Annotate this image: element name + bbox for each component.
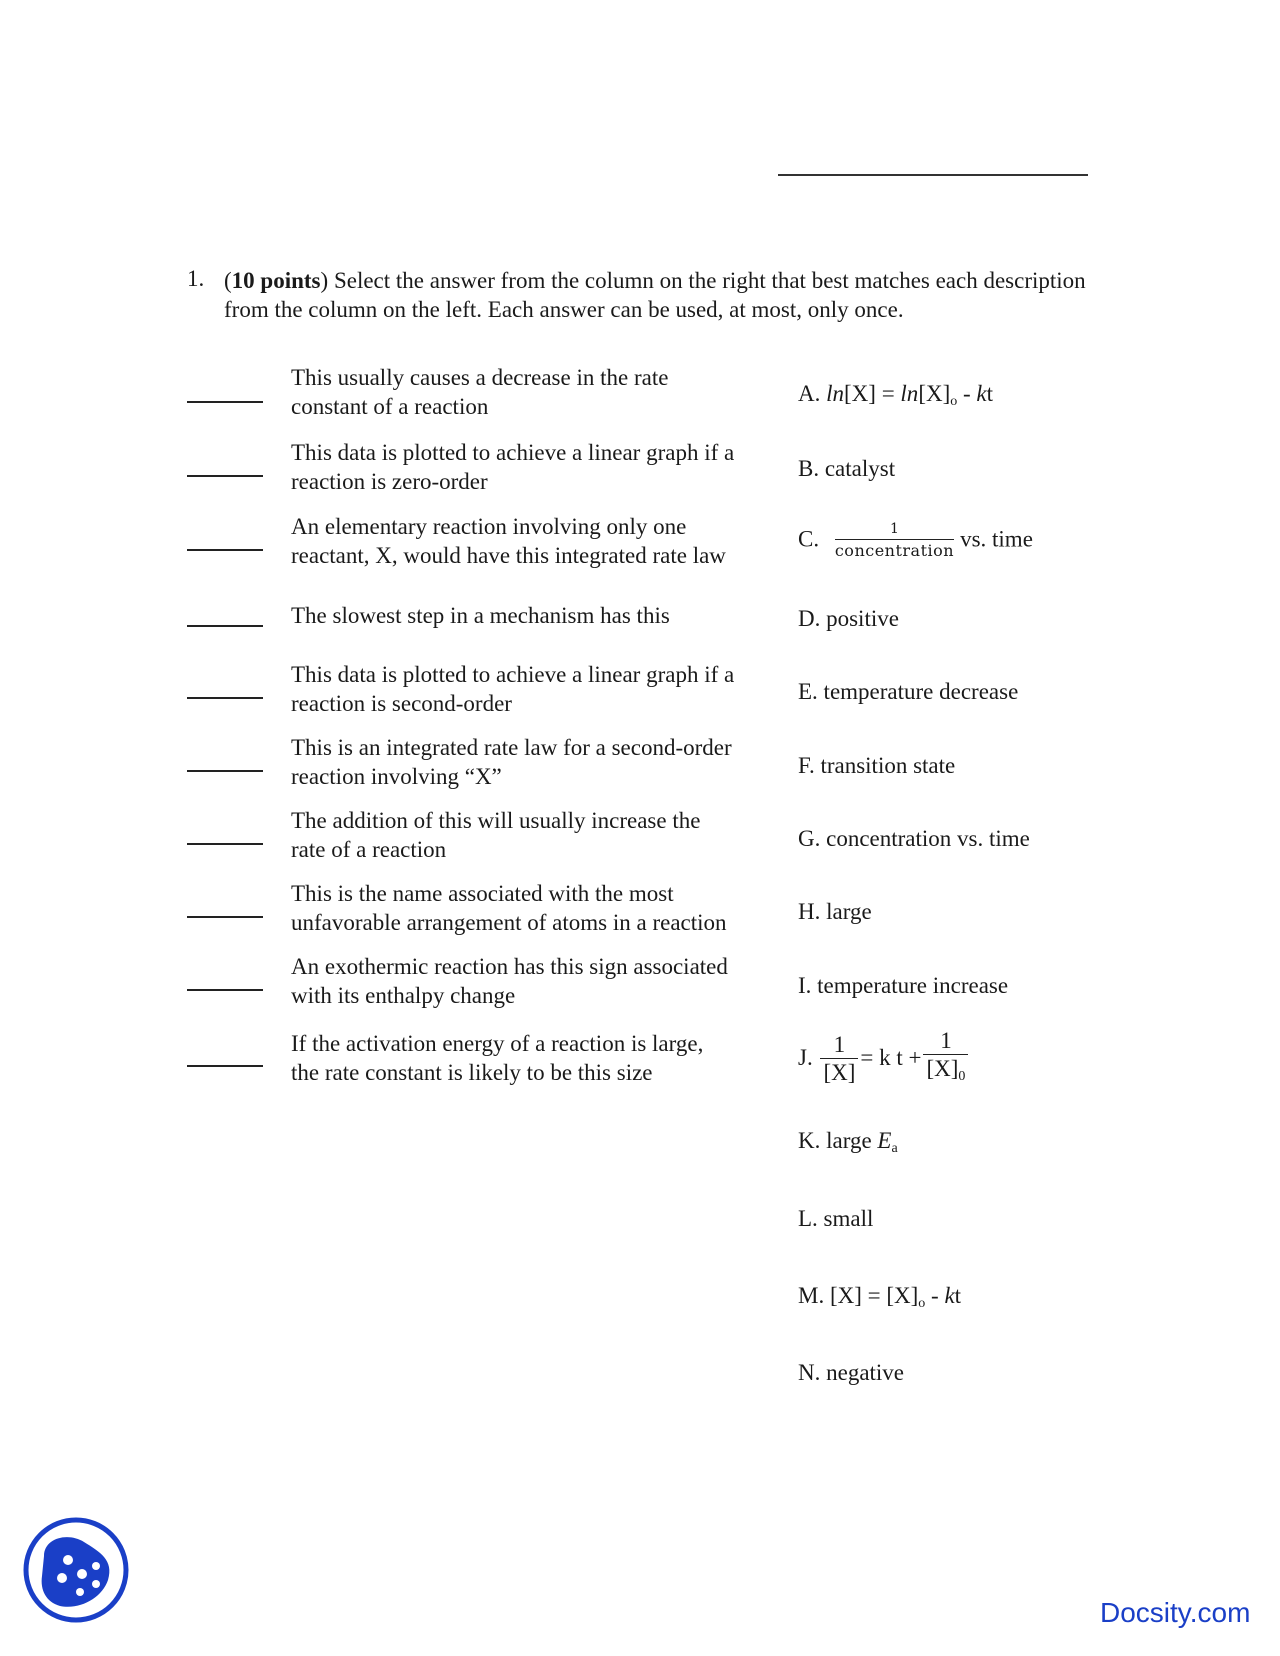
answer-blank-6[interactable] bbox=[187, 770, 263, 772]
question-points: 10 points bbox=[231, 268, 321, 293]
answer-j-num2: 1 bbox=[923, 1028, 968, 1055]
answer-g: G. concentration vs. time bbox=[798, 826, 1030, 851]
description-5-line1: This data is plotted to achieve a linear graph if a bbox=[291, 662, 735, 687]
question-number: 1. bbox=[187, 266, 205, 291]
answer-m bbox=[798, 1281, 961, 1318]
answer-j-mid: = k t + bbox=[860, 1044, 922, 1070]
answer-d: D. positive bbox=[798, 606, 899, 631]
description-6 bbox=[291, 733, 791, 791]
description-2 bbox=[291, 438, 791, 496]
answer-blank-2[interactable] bbox=[187, 475, 263, 477]
description-8 bbox=[291, 879, 791, 937]
description-6-line1: This is an integrated rate law for a second-order bbox=[291, 735, 732, 760]
docsity-brand-link[interactable]: Docsity.com bbox=[1100, 1597, 1251, 1628]
description-5-line2: reaction is second-order bbox=[291, 691, 512, 716]
answer-j-fraction-1 bbox=[820, 1032, 858, 1087]
answer-j-den1: [X] bbox=[823, 1060, 856, 1085]
answer-k-sub: a bbox=[891, 1141, 898, 1156]
answer-j-den2-sub: 0 bbox=[958, 1069, 966, 1084]
answer-b: B. catalyst bbox=[798, 456, 896, 481]
answer-blank-5[interactable] bbox=[187, 697, 263, 699]
description-3-line1: An elementary reaction involving only one bbox=[291, 514, 687, 539]
answer-i: I. temperature increase bbox=[798, 973, 1009, 998]
description-9-line1: An exothermic reaction has this sign associated bbox=[291, 954, 728, 979]
description-2-line2: reaction is zero-order bbox=[291, 469, 488, 494]
answer-e: E. temperature decrease bbox=[798, 679, 1019, 704]
answer-j bbox=[798, 1028, 970, 1091]
question-instructions: (10 points) Select the answer from the column on the right that best matches each description from the column on the left. Each answer can be used, at most, only once. bbox=[224, 268, 1086, 322]
answer-a bbox=[798, 379, 993, 416]
answer-blank-3[interactable] bbox=[187, 549, 263, 551]
description-7-line2: rate of a reaction bbox=[291, 837, 447, 862]
answer-j-fraction-2 bbox=[923, 1028, 968, 1091]
answer-j-letter: J. bbox=[798, 1044, 813, 1070]
answer-j-den2-wrap bbox=[923, 1055, 968, 1091]
answer-l: L. small bbox=[798, 1206, 874, 1231]
question-instructions-text: Select the answer from the column on the right that best matches each description from the column on the left. Each answer can be used, at most, only once. bbox=[224, 268, 1086, 322]
description-2-line1: This data is plotted to achieve a linear graph if a bbox=[291, 440, 735, 465]
answer-j-num1: 1 bbox=[820, 1032, 858, 1059]
answer-a-ln1: ln bbox=[826, 381, 845, 406]
answer-k-text: K. large bbox=[798, 1128, 878, 1153]
description-4 bbox=[291, 601, 791, 630]
student-name-line bbox=[778, 174, 1088, 176]
answer-a-t: t bbox=[986, 381, 994, 406]
answer-j-den2: [X] bbox=[926, 1056, 959, 1081]
answer-blank-9[interactable] bbox=[187, 989, 263, 991]
description-6-line2: reaction involving “X” bbox=[291, 764, 502, 789]
description-8-line2: unfavorable arrangement of atoms in a reaction bbox=[291, 910, 727, 935]
answer-blank-10[interactable] bbox=[187, 1065, 263, 1067]
description-10-line1: If the activation energy of a reaction is large, bbox=[291, 1031, 704, 1056]
answer-a-minus: - bbox=[957, 381, 977, 406]
answer-c-tail: vs. time bbox=[960, 526, 1033, 552]
description-8-line1: This is the name associated with the most bbox=[291, 881, 674, 906]
description-1-line1: This usually causes a decrease in the rate bbox=[291, 365, 669, 390]
description-1-line2: constant of a reaction bbox=[291, 394, 489, 419]
description-10 bbox=[291, 1029, 791, 1087]
description-1 bbox=[291, 363, 791, 421]
description-9-line2: with its enthalpy change bbox=[291, 983, 516, 1008]
answer-a-letter: A. bbox=[798, 381, 821, 406]
description-4-line1: The slowest step in a mechanism has this bbox=[291, 603, 670, 628]
answer-k bbox=[798, 1126, 898, 1163]
answer-c-denominator: concentration bbox=[834, 541, 955, 560]
answer-a-ln2: ln bbox=[900, 381, 919, 406]
answer-m-sub: o bbox=[918, 1296, 926, 1311]
answer-m-t: t bbox=[954, 1283, 962, 1308]
answer-m-minus: - bbox=[925, 1283, 945, 1308]
answer-f: F. transition state bbox=[798, 753, 956, 778]
answer-a-sub: o bbox=[950, 394, 958, 409]
answer-m-k: k bbox=[944, 1283, 955, 1308]
answer-n: N. negative bbox=[798, 1360, 905, 1385]
answer-c-letter: C. bbox=[798, 526, 820, 552]
description-3-line2: reactant, X, would have this integrated rate law bbox=[291, 543, 726, 568]
description-5 bbox=[291, 660, 791, 718]
description-7-line1: The addition of this will usually increase the bbox=[291, 808, 701, 833]
answer-blank-4[interactable] bbox=[187, 625, 263, 627]
description-7 bbox=[291, 806, 791, 864]
answer-c-fraction bbox=[835, 521, 954, 561]
docsity-logo-icon[interactable] bbox=[22, 1516, 130, 1624]
answer-blank-7[interactable] bbox=[187, 843, 263, 845]
answer-k-e: E bbox=[877, 1128, 892, 1153]
answer-a-x1: [X] = bbox=[844, 381, 901, 406]
answer-a-k: k bbox=[976, 381, 987, 406]
answer-a-x2: [X] bbox=[918, 381, 951, 406]
description-9 bbox=[291, 952, 791, 1010]
description-10-line2: the rate constant is likely to be this size bbox=[291, 1060, 653, 1085]
answer-blank-8[interactable] bbox=[187, 916, 263, 918]
answer-c-numerator: 1 bbox=[835, 521, 954, 540]
answer-c bbox=[798, 521, 1033, 561]
description-3 bbox=[291, 512, 791, 570]
answer-h: H. large bbox=[798, 899, 872, 924]
answer-blank-1[interactable] bbox=[187, 401, 263, 403]
answer-m-pre: M. [X] = [X] bbox=[798, 1283, 919, 1308]
